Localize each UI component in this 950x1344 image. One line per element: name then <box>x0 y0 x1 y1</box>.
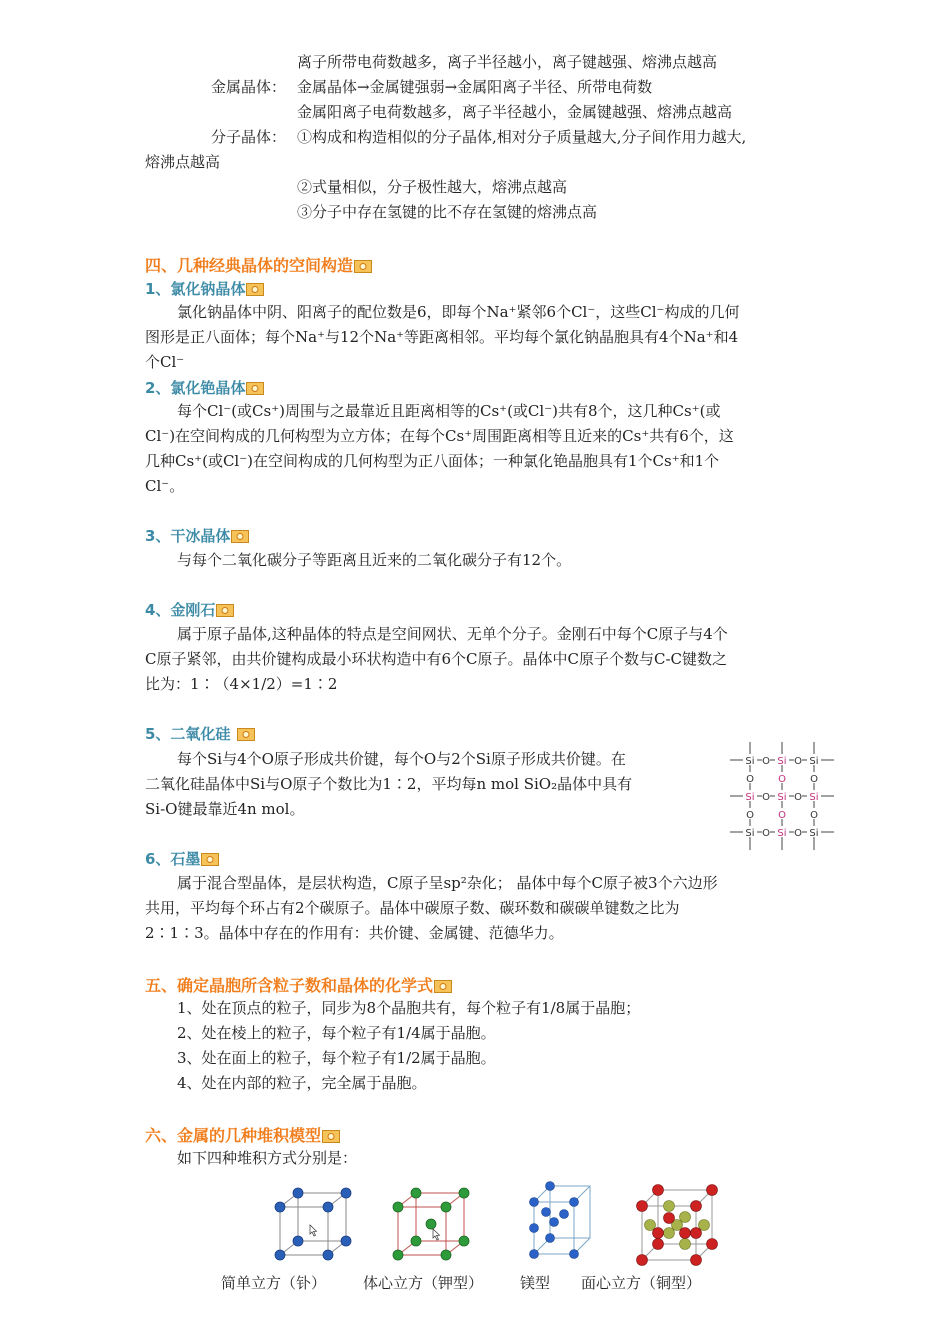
folder-icon <box>354 259 372 273</box>
folder-icon <box>231 529 249 543</box>
sio2-heading-text: 5、二氧化硅 <box>145 725 231 743</box>
cscl-para-3: 几种Cs⁺(或Cl⁻)在空间构成的几何构型为正八面体；一种氯化铯晶胞具有1个Cs⁺和1个 <box>145 452 720 470</box>
silicon-atom: Si <box>745 756 755 767</box>
graphite-para-2: 共用，平均每个环占有2个碳原子。晶体中碳原子数、碳环数和碳碳单键数之比为 <box>145 899 680 917</box>
cscl-heading-text: 2、氯化铯晶体 <box>145 379 246 397</box>
section6-intro: 如下四种堆积方式分别是： <box>177 1149 358 1167</box>
face-centered-cubic-image <box>632 1182 724 1268</box>
cscl-para-2: Cl⁻)在空间构成的几何构型为立方体；在每个Cs⁺周围距离相等且近来的Cs⁺共有6个，这 <box>145 427 734 445</box>
oxygen-atom: O <box>794 828 802 839</box>
folder-icon <box>216 603 234 617</box>
body-centered-cubic-image <box>388 1185 478 1265</box>
section6-title-text: 六、金属的几种堆积模型 <box>145 1126 322 1145</box>
silicon-atom: Si <box>745 828 755 839</box>
oxygen-atom: O <box>762 792 770 803</box>
folder-icon <box>201 852 219 866</box>
sio2-para-1: 每个Si与4个O原子形成共价键，每个O与2个Si原子形成共价键。在 <box>177 750 626 768</box>
silicon-atom: Si <box>777 828 787 839</box>
top-line-1: 离子所带电荷数越多，离子半径越小，离子键越强、熔沸点越高 <box>297 53 718 71</box>
sio2-para-2: 二氧化硅晶体中Si与O原子个数比为1∶2，平均每n mol SiO₂晶体中具有 <box>145 775 633 793</box>
oxygen-atom: O <box>810 774 818 785</box>
top-line-7: ③分子中存在氢键的比不存在氢键的熔沸点高 <box>297 203 598 221</box>
nacl-heading <box>145 278 264 299</box>
cscl-para-1: 每个Cl⁻(或Cs⁺)周围与之最靠近且距离相等的Cs⁺(或Cl⁻)共有8个，这几种Cs⁺(或 <box>177 402 721 420</box>
molecular-crystal-text: ①构成和构造相似的分子晶体,相对分子质量越大,分子间作用力越大, <box>297 128 747 146</box>
silicon-atom: Si <box>809 792 819 803</box>
folder-icon <box>322 1129 340 1143</box>
dryice-heading <box>145 525 249 546</box>
oxygen-atom: O <box>778 810 786 821</box>
section6-title <box>145 1123 340 1146</box>
simple-cubic-image <box>270 1185 360 1265</box>
dryice-para-1: 与每个二氧化碳分子等距离且近来的二氧化碳分子有12个。 <box>177 551 572 569</box>
silicon-atom: Si <box>777 792 787 803</box>
silicon-atom: Si <box>777 756 787 767</box>
magnesium-type-image <box>520 1178 600 1264</box>
graphite-heading <box>145 848 219 869</box>
rule-item-3: 3、处在面上的粒子，每个粒子有1/2属于晶胞。 <box>177 1049 496 1067</box>
section5-title <box>145 973 452 996</box>
folder-icon <box>246 381 264 395</box>
oxygen-atom: O <box>794 756 802 767</box>
section4-title-text: 四、几种经典晶体的空间构造 <box>145 256 354 275</box>
silicon-atom: Si <box>745 792 755 803</box>
sio2-heading <box>145 723 255 744</box>
silicon-atom: Si <box>809 828 819 839</box>
metal-crystal-text: 金属晶体→金属键强弱→金属阳离子半径、所带电荷数 <box>297 78 653 96</box>
folder-icon <box>246 282 264 296</box>
dryice-heading-text: 3、干冰晶体 <box>145 527 231 545</box>
oxygen-atom: O <box>746 810 754 821</box>
sio2-para-3: Si-O键最靠近4n mol。 <box>145 800 305 818</box>
rule-item-4: 4、处在内部的粒子，完全属于晶胞。 <box>177 1074 427 1092</box>
folder-icon <box>237 727 255 741</box>
graphite-para-3: 2∶1∶3。晶体中存在的作用有：共价键、金属键、范德华力。 <box>145 924 564 942</box>
top-line-5: 熔沸点越高 <box>145 153 221 171</box>
top-line-3: 金属阳离子电荷数越多，离子半径越小，金属键越强、熔沸点越高 <box>297 103 733 121</box>
diamond-heading-text: 4、金刚石 <box>145 601 216 619</box>
oxygen-atom: O <box>762 828 770 839</box>
caption-magnesium-type: 镁型 <box>520 1274 551 1292</box>
diamond-heading <box>145 599 234 620</box>
caption-simple-cubic: 简单立方（钋） <box>221 1274 327 1292</box>
silicon-atom: Si <box>809 756 819 767</box>
graphite-heading-text: 6、石墨 <box>145 850 201 868</box>
nacl-heading-text: 1、氯化钠晶体 <box>145 280 246 298</box>
folder-icon <box>434 979 452 993</box>
section5-title-text: 五、确定晶胞所含粒子数和晶体的化学式 <box>145 976 434 995</box>
rule-item-1: 1、处在顶点的粒子，同步为8个晶胞共有，每个粒子有1/8属于晶胞； <box>177 999 641 1017</box>
nacl-para-2: 图形是正八面体；每个Na⁺与12个Na⁺等距离相邻。平均每个氯化钠晶胞具有4个Na⁺和4 <box>145 328 739 346</box>
metal-crystal-label: 金属晶体： <box>211 78 287 96</box>
sio2-structure-diagram <box>728 740 836 852</box>
oxygen-atom: O <box>810 810 818 821</box>
diamond-para-2: C原子紧邻，由共价键构成最小环状构造中有6个C原子。晶体中C原子个数与C-C键数之 <box>145 650 728 668</box>
caption-body-centered-cubic: 体心立方（钾型） <box>363 1274 484 1292</box>
cscl-para-4: Cl⁻。 <box>145 477 185 495</box>
rule-item-2: 2、处在棱上的粒子，每个粒子有1/4属于晶胞。 <box>177 1024 496 1042</box>
cscl-heading <box>145 377 264 398</box>
oxygen-atom: O <box>746 774 754 785</box>
oxygen-atom: O <box>778 774 786 785</box>
nacl-para-1: 氯化钠晶体中阴、阳离子的配位数是6，即每个Na⁺紧邻6个Cl⁻，这些Cl⁻构成的几何 <box>177 303 740 321</box>
caption-face-centered-cubic: 面心立方（铜型） <box>581 1274 702 1292</box>
graphite-para-1: 属于混合型晶体，是层状构造，C原子呈sp²杂化； 晶体中每个C原子被3个六边形 <box>177 874 718 892</box>
diamond-para-3: 比为：1∶（4×1/2）=1∶2 <box>145 675 338 693</box>
diamond-para-1: 属于原子晶体,这种晶体的特点是空间网状、无单个分子。金刚石中每个C原子与4个 <box>177 625 728 643</box>
nacl-para-3: 个Cl⁻ <box>145 353 185 371</box>
molecular-crystal-label: 分子晶体： <box>211 128 287 146</box>
section4-title <box>145 253 372 276</box>
oxygen-atom: O <box>762 756 770 767</box>
oxygen-atom: O <box>794 792 802 803</box>
top-line-6: ②式量相似，分子极性越大，熔沸点越高 <box>297 178 568 196</box>
